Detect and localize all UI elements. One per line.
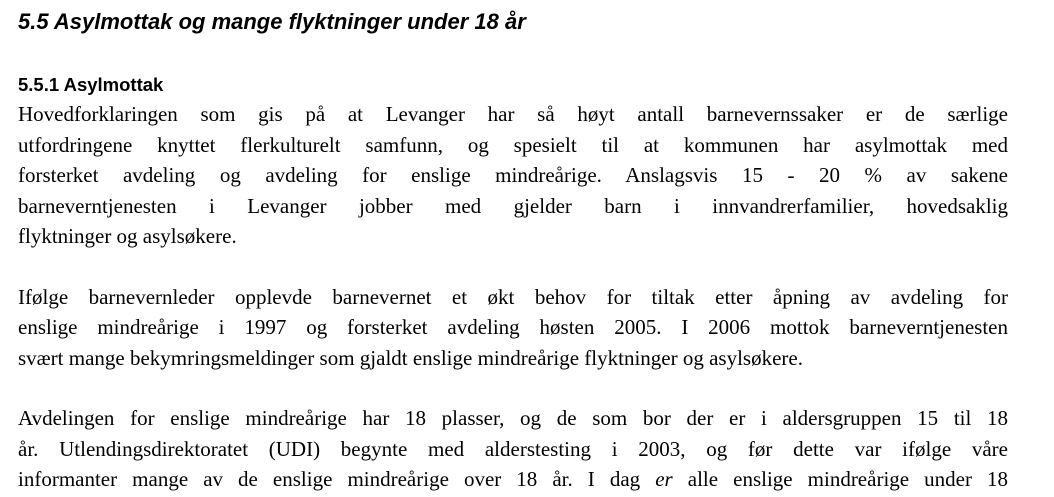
- line-text-after: alle enslige mindreårige under 18: [672, 467, 1009, 491]
- paragraph-line: Avdelingen for enslige mindreårige har 18 plasser, og de som bor der er i aldersgruppen 15 til 18: [18, 406, 1008, 430]
- paragraph-1: [18, 99, 1008, 252]
- paragraph-line: utfordringene knyttet flerkulturelt samfunn, og spesielt til at kommunen har asylmottak med: [18, 132, 1008, 157]
- paragraph-line: Hovedforklaringen som gis på at Levanger har så høyt antall barnevernssaker er de særlige: [18, 102, 1008, 126]
- paragraph-3: [18, 403, 1008, 495]
- paragraph-line: enslige mindreårige i 1997 og forsterket avdeling høsten 2005. I 2006 mottok barneverntjenesten: [18, 315, 1008, 339]
- document-page: [18, 0, 1008, 495]
- paragraph-line: forsterket avdeling og avdeling for enslige mindreårige. Anslagsvis 15 - 20 % av sakene: [18, 163, 1008, 187]
- line-text-before: informanter mange av de enslige mindreårige over 18 år. I dag: [18, 467, 656, 491]
- emphasized-word: er: [655, 467, 673, 491]
- subsection-heading: 5.5.1 Asylmottak: [18, 74, 164, 95]
- paragraph-line: svært mange bekymringsmeldinger som gjaldt enslige mindreårige flyktninger og asylsøkere.: [18, 345, 803, 370]
- paragraph-2: [18, 282, 1008, 374]
- paragraph-line: flyktninger og asylsøkere.: [18, 224, 237, 248]
- paragraph-line: Ifølge barnevernleder opplevde barnevernet et økt behov for tiltak etter åpning av avdeling for: [18, 284, 1008, 309]
- paragraph-line: [18, 464, 1008, 495]
- paragraph-line: år. Utlendingsdirektoratet (UDI) begynte med alderstesting i 2003, og før dette var ifølge våre: [18, 436, 1008, 461]
- paragraph-line: barneverntjenesten i Levanger jobber med gjelder barn i innvandrerfamilier, hovedsaklig: [18, 193, 1008, 218]
- section-heading: 5.5 Asylmottak og mange flyktninger under 18 år: [18, 9, 526, 34]
